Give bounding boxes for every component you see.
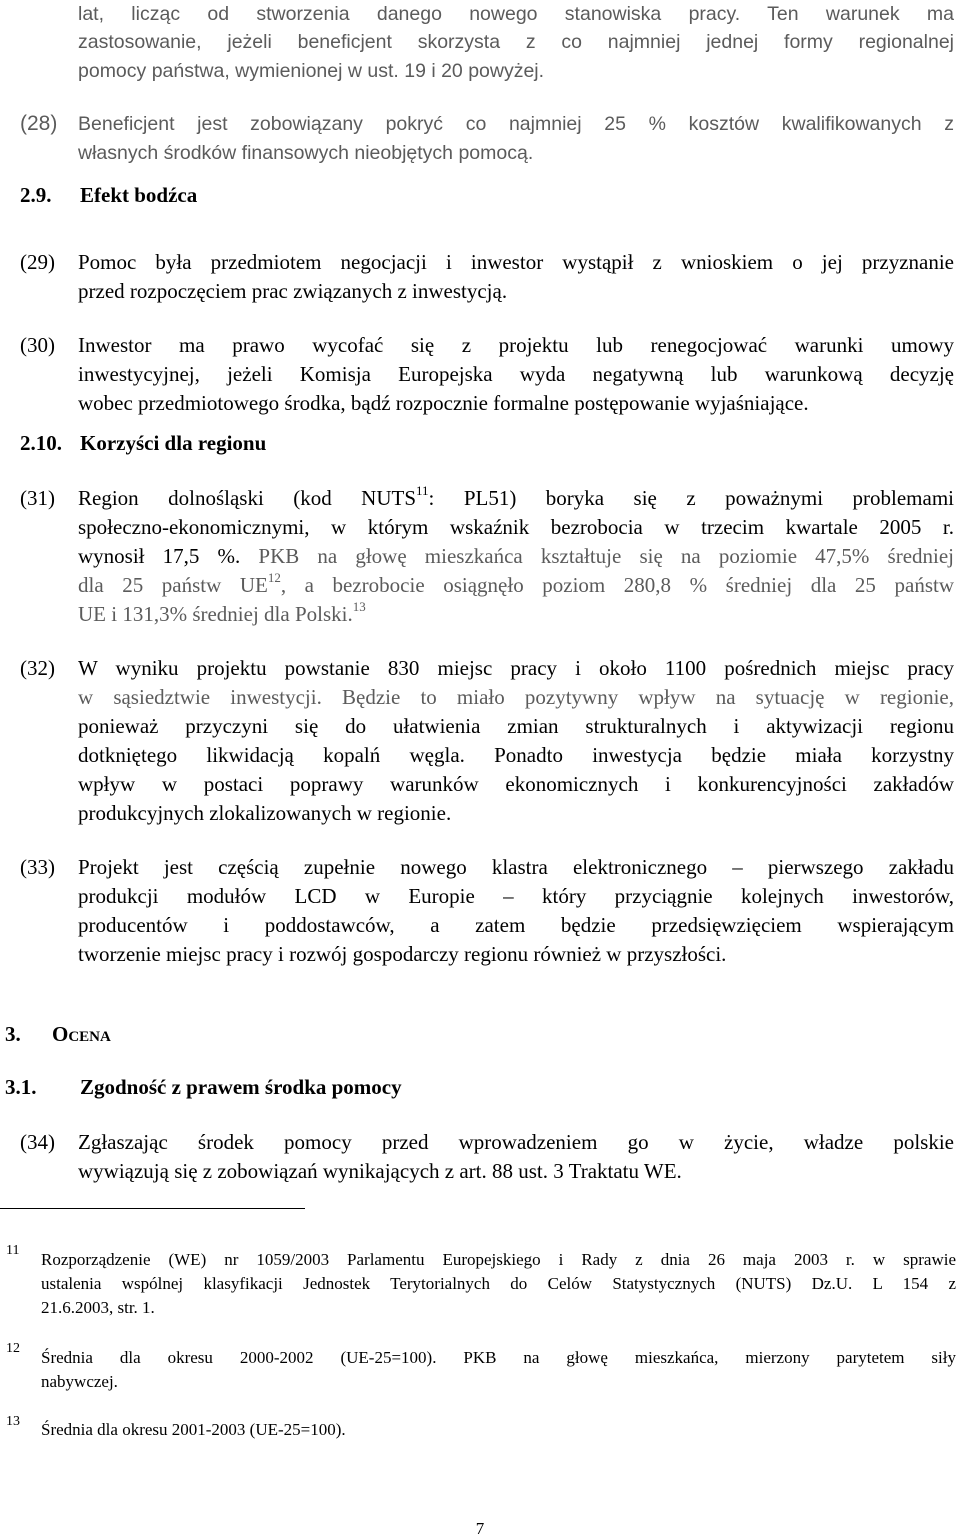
body-line [78, 600, 366, 628]
footnote-line: Rozporządzenie (WE) nr 1059/2003 Parlamentu Europejskiego i Rady z dnia 26 maja 2003 r. w sprawie [41, 1250, 956, 1269]
body-text: wynosił 17,5 %. [78, 544, 241, 568]
body-line: ponieważ przyczyni się do ułatwienia zmian strukturalnych i aktywizacji regionu [78, 714, 954, 738]
footnote-line: Średnia dla okresu 2000-2002 (UE-25=100). PKB na głowę mieszkańca, mierzony parytetem siły [41, 1348, 956, 1367]
body-line: Inwestor ma prawo wycofać się z projektu lub renegocjować warunki umowy [78, 333, 954, 357]
section-number: 2.9. [20, 183, 52, 207]
paragraph-number: (28) [20, 112, 58, 135]
body-line: wywiązują się z zobowiązań wynikających z art. 88 ust. 3 Traktatu WE. [78, 1159, 682, 1183]
body-line: wobec przedmiotowego środka, bądź rozpocznie formalne postępowanie wyjaśniające. [78, 391, 809, 415]
body-line [78, 571, 954, 599]
body-text: , a bezrobocie osiągnęło poziom 280,8 % średniej dla 25 państw [280, 573, 954, 597]
body-line [78, 484, 954, 512]
body-text: : PL51) boryka się z poważnymi problemami [428, 486, 954, 510]
body-line: producentów i poddostawców, a zatem będzie przedsięwzięciem wspierającym [78, 913, 954, 937]
body-line: W wyniku projektu powstanie 830 miejsc pracy i około 1100 pośrednich miejsc pracy [78, 656, 954, 680]
body-text: dla 25 państw UE [78, 573, 268, 597]
body-line: Beneficjent jest zobowiązany pokryć co najmniej 25 % kosztów kwalifikowanych z [78, 113, 954, 135]
footnote-ref[interactable]: 13 [352, 599, 366, 614]
footnote-ref[interactable]: 11 [416, 483, 429, 498]
footnote-number: 11 [6, 1243, 20, 1258]
body-line: lat, licząc od stworzenia danego nowego stanowiska pracy. Ten warunek ma [78, 3, 954, 25]
body-line: wpływ w postaci poprawy warunków ekonomicznych i konkurencyjności zakładów [78, 772, 954, 796]
body-text: UE i 131,3% średniej dla Polski. [78, 602, 353, 626]
section-number: 3.1. [5, 1075, 37, 1099]
footnote-line: nabywczej. [41, 1372, 118, 1391]
body-line: dotkniętego likwidacją kopalń węgla. Ponadto inwestycja będzie miała korzystny [78, 743, 954, 767]
section-heading: Zgodność z prawem środka pomocy [80, 1075, 402, 1099]
paragraph-number: (32) [20, 656, 55, 680]
section-heading: Ocena [52, 1022, 111, 1046]
body-line: produkcji modułów LCD w Europie – który przyciągnie kolejnych inwestorów, [78, 884, 954, 908]
page-number: 7 [475, 1519, 485, 1538]
body-line: społeczno-ekonomicznymi, w którym wskaźnik bezrobocia w trzecim kwartale 2005 r. [78, 515, 954, 539]
body-line: Projekt jest częścią zupełnie nowego klastra elektronicznego – pierwszego zakładu [78, 855, 954, 879]
body-line: Zgłaszając środek pomocy przed wprowadzeniem go w życie, władze polskie [78, 1130, 954, 1154]
body-line [78, 542, 954, 570]
section-heading: Efekt bodźca [80, 183, 198, 207]
paragraph-number: (29) [20, 250, 55, 274]
body-text: Region dolnośląski (kod NUTS [78, 486, 417, 510]
body-line: przed rozpoczęciem prac związanych z inwestycją. [78, 279, 508, 303]
paragraph-number: (30) [20, 333, 55, 357]
paragraph-number: (33) [20, 855, 55, 879]
body-line: tworzenie miejsc pracy i rozwój gospodarczy regionu również w przyszłości. [78, 942, 727, 966]
body-line: Pomoc była przedmiotem negocjacji i inwestor wystąpił z wnioskiem o jej przyznanie [78, 250, 954, 274]
body-line: własnych środków finansowych nieobjętych pomocą. [78, 142, 534, 164]
footnote-ref[interactable]: 12 [267, 570, 281, 585]
body-text: PKB na głowę mieszkańca kształtuje się na poziomie 47,5% średniej [258, 544, 955, 568]
footnote-line: 21.6.2003, str. 1. [41, 1298, 155, 1317]
body-line: w sąsiedztwie inwestycji. Będzie to miało pozytywny wpływ na sytuację w regionie, [78, 685, 954, 709]
footnote-line: Średnia dla okresu 2001-2003 (UE-25=100). [41, 1420, 346, 1439]
footnote-number: 12 [6, 1341, 20, 1356]
footnote-separator [0, 1208, 305, 1209]
section-heading: Korzyści dla regionu [80, 431, 267, 455]
section-number: 3. [5, 1022, 21, 1046]
section-number: 2.10. [20, 431, 62, 455]
body-line: zastosowanie, jeżeli beneficjent skorzysta z co najmniej jednej formy regionalnej [78, 31, 954, 53]
footnote-number: 13 [6, 1414, 20, 1429]
paragraph-number: (31) [20, 486, 55, 510]
body-line: produkcyjnych zlokalizowanych w regionie. [78, 801, 452, 825]
footnote-line: ustalenia wspólnej klasyfikacji Jednostek Terytorialnych do Celów Statystycznych (NUTS) Dz.U. L 154 z [41, 1274, 956, 1293]
body-line: inwestycyjnej, jeżeli Komisja Europejska wyda negatywną lub warunkową decyzję [78, 362, 954, 386]
paragraph-number: (34) [20, 1130, 55, 1154]
body-line: pomocy państwa, wymienionej w ust. 19 i 20 powyżej. [78, 60, 545, 82]
